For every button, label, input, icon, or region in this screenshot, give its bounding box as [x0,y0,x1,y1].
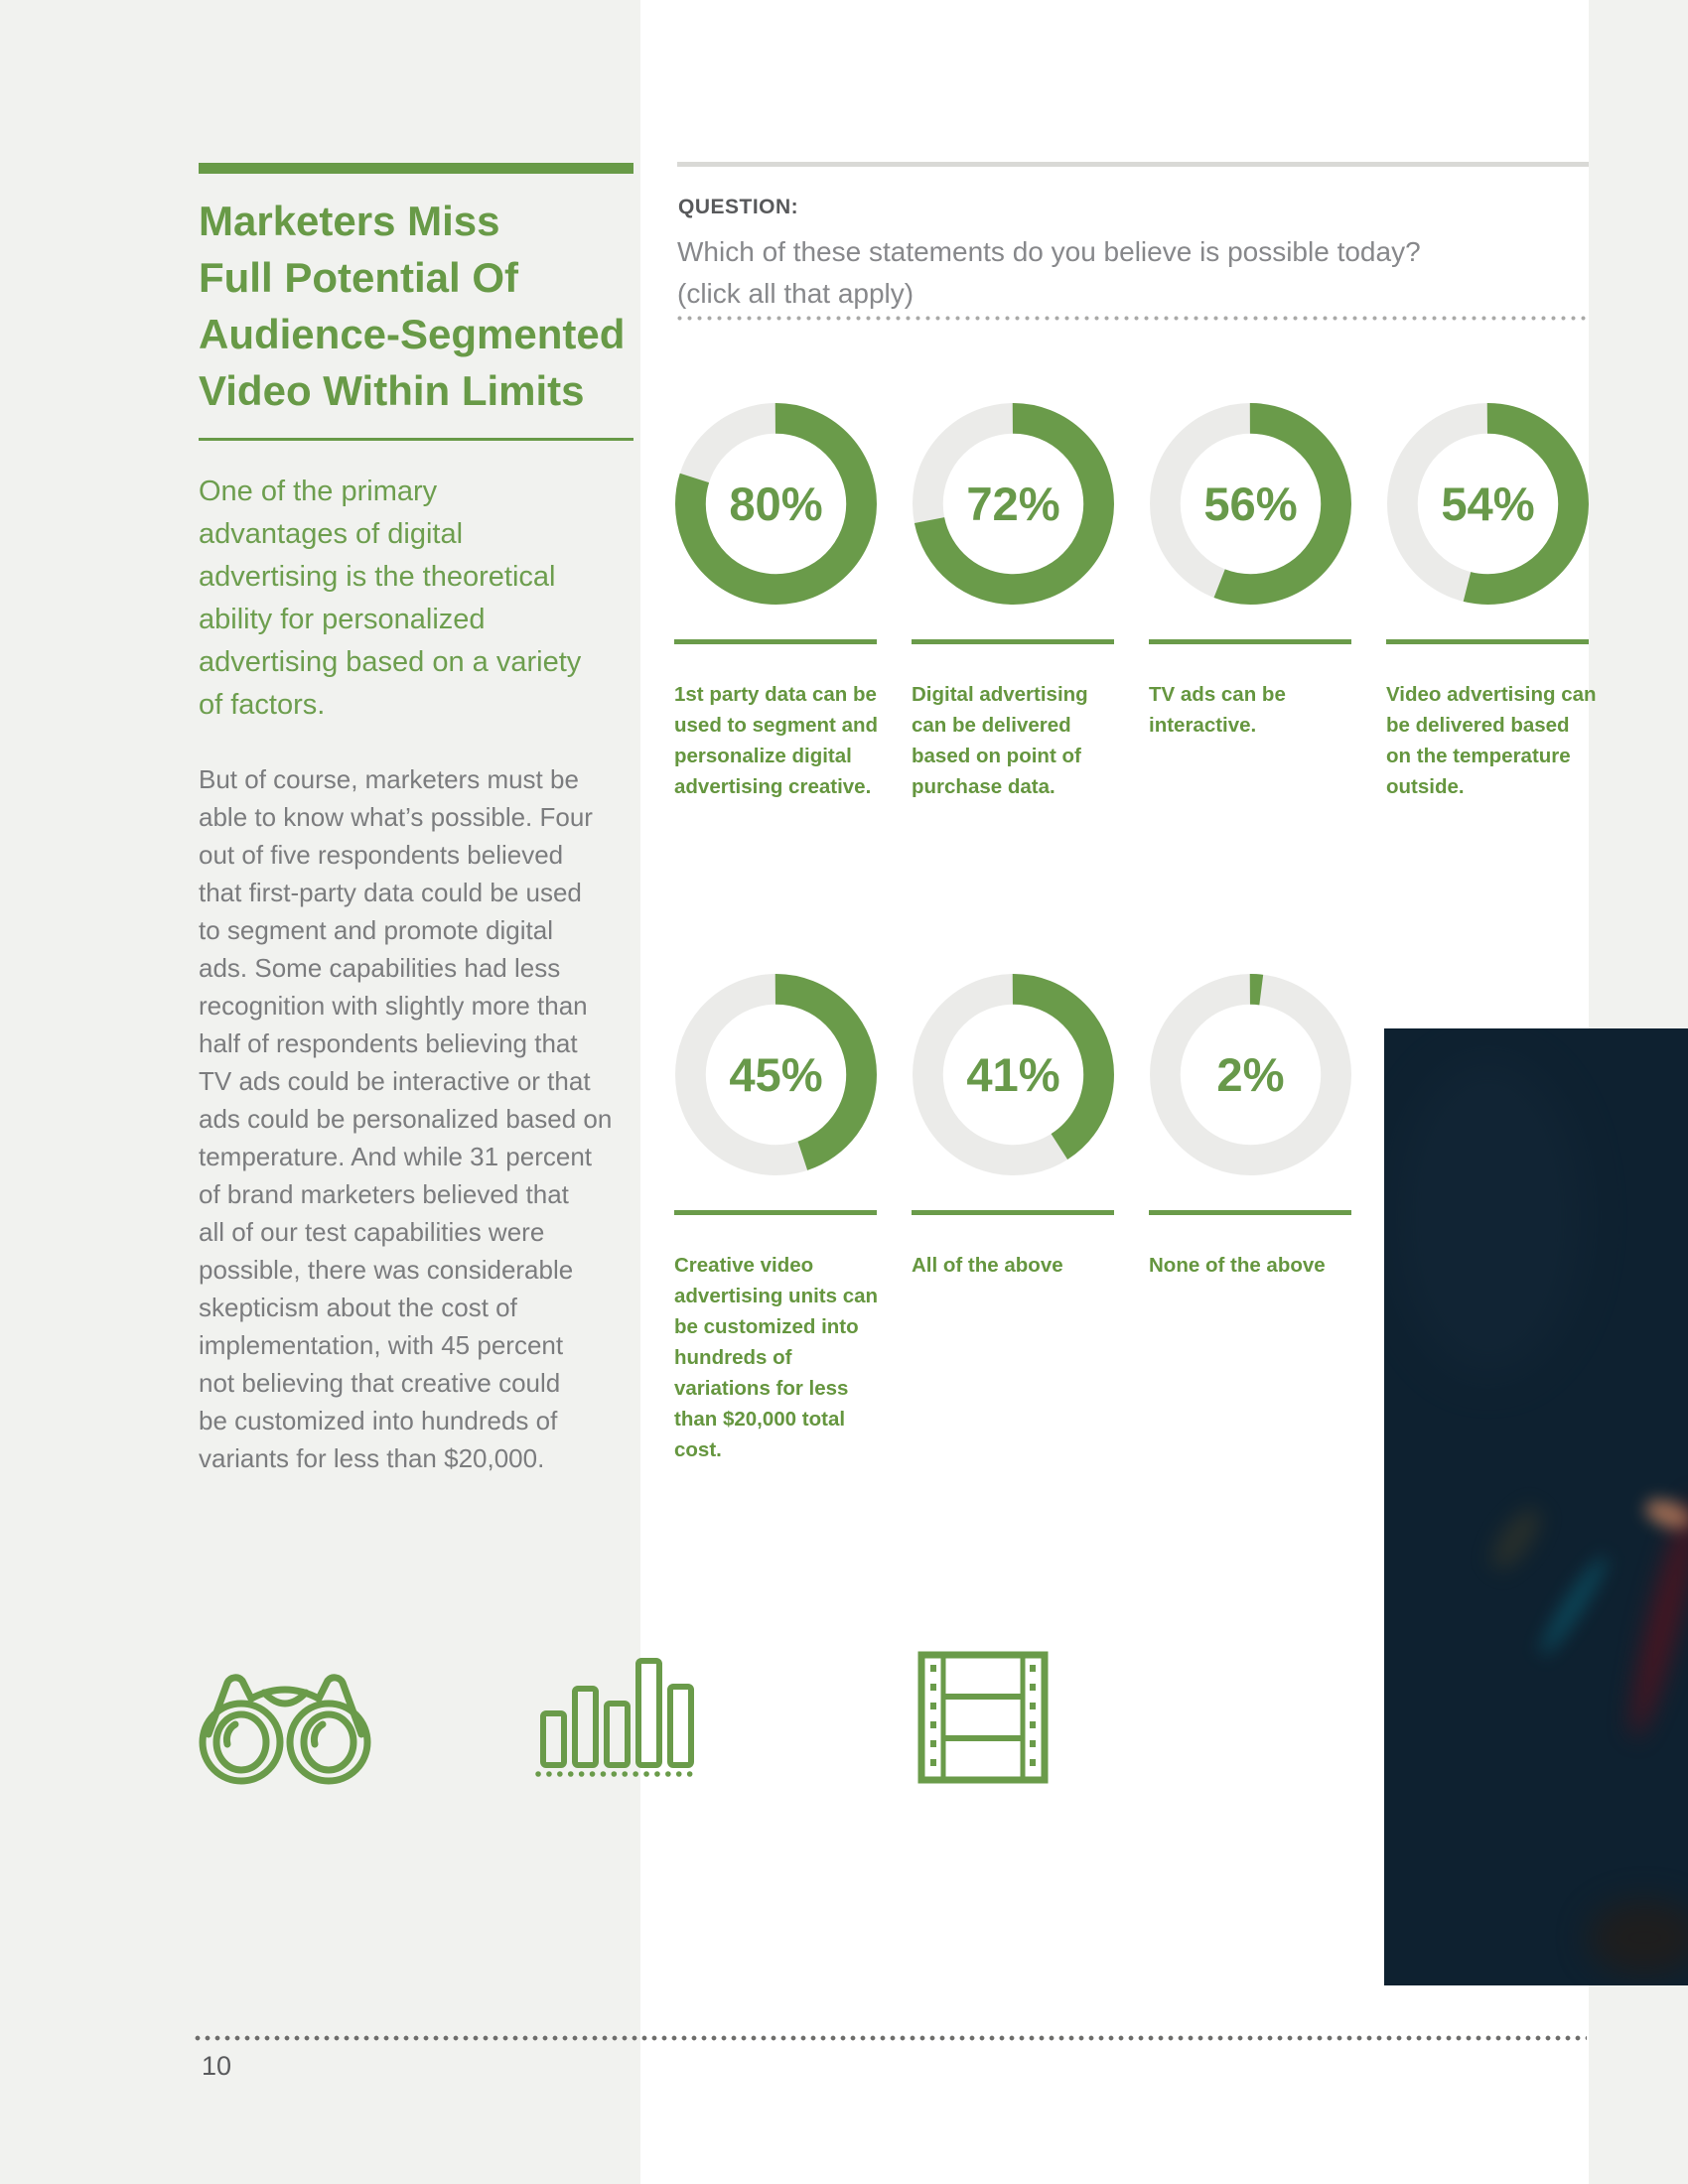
donut-value-label: 56% [1203,477,1298,530]
donut-underline [674,1210,877,1215]
stage-photo [1384,1028,1688,1985]
donut-cell-none-of-above [1149,973,1362,1281]
photo-streak-peach [1641,1494,1688,1535]
donut-chart [912,973,1115,1176]
donut-value-label: 2% [1216,1047,1285,1101]
donut-cell-creative-cost [674,973,888,1465]
donut-underline [674,639,877,644]
binoculars-icon [195,1659,375,1786]
question-line-1: Which of these statements do you believe is possible today? [677,236,1421,267]
donut-underline [1149,639,1351,644]
donut-value-label: 72% [966,477,1060,530]
page-number: 10 [202,2051,232,2081]
intro-paragraph: One of the primary advantages of digital advertising is the theoretical ability for personalized advertising based on a variety of factors. [199,476,582,721]
donut-caption: 1st party data can be used to segment and personalize digital advertising creative. [674,683,879,798]
title-divider [199,438,633,441]
donut-cell-1st-party-data [674,402,888,802]
donut-cell-temperature [1386,402,1600,802]
donut-chart [674,402,878,606]
donut-value-label: 45% [729,1047,823,1101]
photo-streak-teal [1534,1552,1613,1660]
donut-caption: TV ads can be interactive. [1149,683,1286,737]
question-top-rule [677,162,1589,167]
question-label: QUESTION: [678,196,799,218]
donut-value-label: 80% [729,477,823,530]
question-line-2: (click all that apply) [677,278,914,309]
page-title: Marketers Miss Full Potential Of Audience-Segmented Video Within Limits [199,198,626,414]
question-dotted-divider [677,316,1589,321]
photo-streak-red [1620,1493,1688,1741]
question-text [677,231,1589,315]
donut-chart [1149,402,1352,606]
donut-caption: Creative video advertising units can be customized into hundreds of variations for less than $20,000 total cost. [674,1254,879,1461]
donut-chart [1386,402,1590,606]
donut-cell-point-of-purchase [912,402,1125,802]
donut-caption: Video advertising can be delivered based on the temperature outside. [1386,683,1597,798]
title-accent-bar [199,163,633,174]
donut-caption: Digital advertising can be delivered based on point of purchase data. [912,683,1088,798]
photo-highlight [1394,1058,1583,1376]
donut-underline [912,1210,1114,1215]
donut-underline [1386,639,1589,644]
donut-caption: All of the above [912,1254,1063,1277]
footer-dotted-divider [195,2035,1587,2041]
body-paragraph: But of course, marketers must be able to know what’s possible. Four out of five respondents believed that first-party data could be used to segment and promote digital ads. Some capabilities had less recognition with slightly more than half of respondents believing that TV ads could be interactive or that ads could be personalized based on temperature. And while 31 percent of brand marketers believed that all of our test capabilities were possible, there was considerable skepticism about the cost of implementation, with 45 percent not believing that creative could be customized into hundreds of variants for less than $20,000. [199,764,613,1473]
donut-chart [674,973,878,1176]
film-strip-icon [915,1651,1051,1784]
donut-cell-all-of-above [912,973,1125,1281]
bar-chart-icon [534,1654,703,1779]
donut-underline [912,639,1114,644]
donut-chart [1149,973,1352,1176]
donut-chart [912,402,1115,606]
donut-caption: None of the above [1149,1254,1326,1277]
donut-underline [1149,1210,1351,1215]
photo-glow-bottom [1588,1900,1688,1975]
donut-cell-tv-interactive [1149,402,1362,741]
donut-value-label: 41% [966,1047,1060,1101]
photo-streak-olive [1483,1501,1549,1576]
donut-value-label: 54% [1441,477,1535,530]
